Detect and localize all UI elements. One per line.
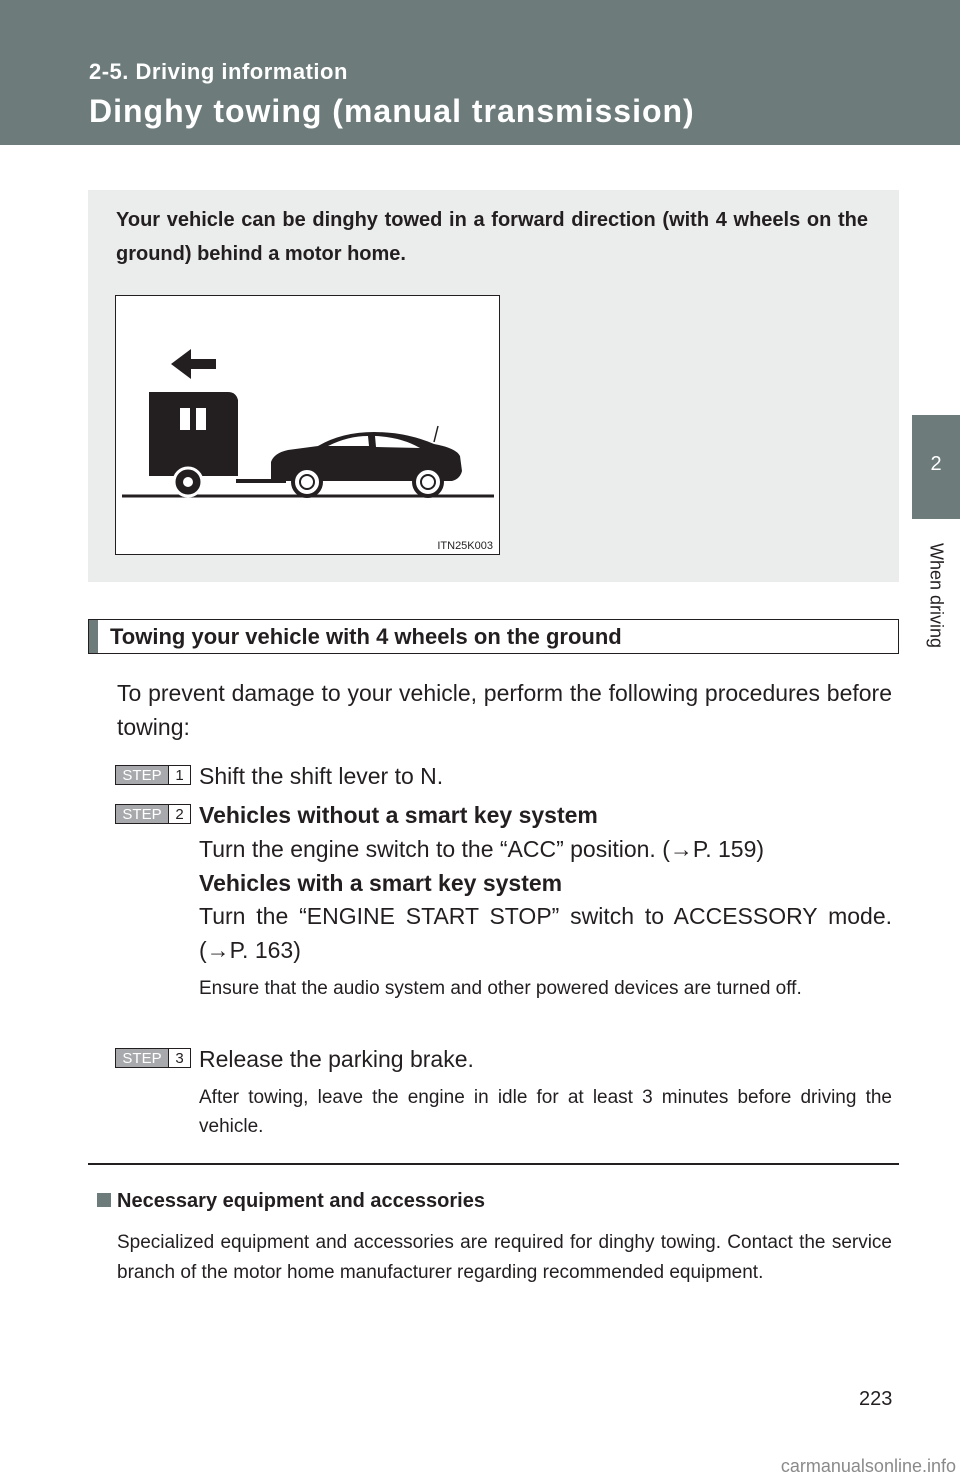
note-title: Necessary equipment and accessories <box>117 1190 485 1212</box>
step-number: 2 <box>169 804 191 824</box>
step-label: STEP <box>115 804 169 824</box>
page-title: Dinghy towing (manual transmission) <box>89 93 695 129</box>
step-number: 1 <box>169 765 191 785</box>
step-2-heading-b: Vehicles with a smart key system <box>199 870 563 896</box>
step-2-text-b: Turn the “ENGINE START STOP” switch to ACCESSORY mode. (→P. 163) <box>199 903 892 963</box>
section-title: Towing your vehicle with 4 wheels on the ground <box>110 624 622 649</box>
chapter-tab[interactable] <box>912 415 960 519</box>
chapter-label-text: When driving <box>926 542 947 649</box>
direction-arrow-icon <box>171 349 216 379</box>
page-header <box>0 0 960 145</box>
towing-diagram <box>116 296 499 554</box>
divider <box>88 1163 899 1165</box>
step-number: 3 <box>169 1048 191 1068</box>
step-label: STEP <box>115 1048 169 1068</box>
step-3-badge <box>115 1048 191 1070</box>
chapter-label <box>918 533 954 673</box>
page-number: 223 <box>859 1388 893 1410</box>
step-2-heading-a: Vehicles without a smart key system <box>199 802 598 828</box>
intro-text: Your vehicle can be dinghy towed in a forward direction (with 4 wheels on the ground) behind a motor home. <box>116 209 868 265</box>
step-1-text: Shift the shift lever to N. <box>199 763 444 789</box>
motor-home <box>149 392 238 476</box>
dinghy-towing-illustration <box>115 295 500 555</box>
step-3-note: After towing, leave the engine in idle for at least 3 minutes before driving the vehicle. <box>199 1087 892 1137</box>
note-heading <box>97 1190 485 1213</box>
section-intro: To prevent damage to your vehicle, perform the following procedures before towing: <box>117 680 892 740</box>
section-label: 2-5. Driving information <box>89 59 348 84</box>
step-1-badge <box>115 765 191 787</box>
step-2-text-a: Turn the engine switch to the “ACC” position. (→P. 159) <box>199 836 765 862</box>
step-label: STEP <box>115 765 169 785</box>
note-text: Specialized equipment and accessories are required for dinghy towing. Contact the service branch of the motor home manufacturer regarding recommended equipment. <box>117 1232 892 1283</box>
step-3-text: Release the parking brake. <box>199 1046 474 1072</box>
figure-code: ITN25K003 <box>437 540 493 552</box>
square-bullet-icon <box>97 1193 111 1207</box>
watermark: carmanualsonline.info <box>780 1456 956 1476</box>
intro-box <box>88 190 899 582</box>
step-2-badge <box>115 804 191 826</box>
chapter-number: 2 <box>930 453 942 475</box>
step-2-note: Ensure that the audio system and other powered devices are turned off. <box>199 978 802 999</box>
section-heading <box>88 619 899 654</box>
section-heading-bar <box>89 620 98 653</box>
